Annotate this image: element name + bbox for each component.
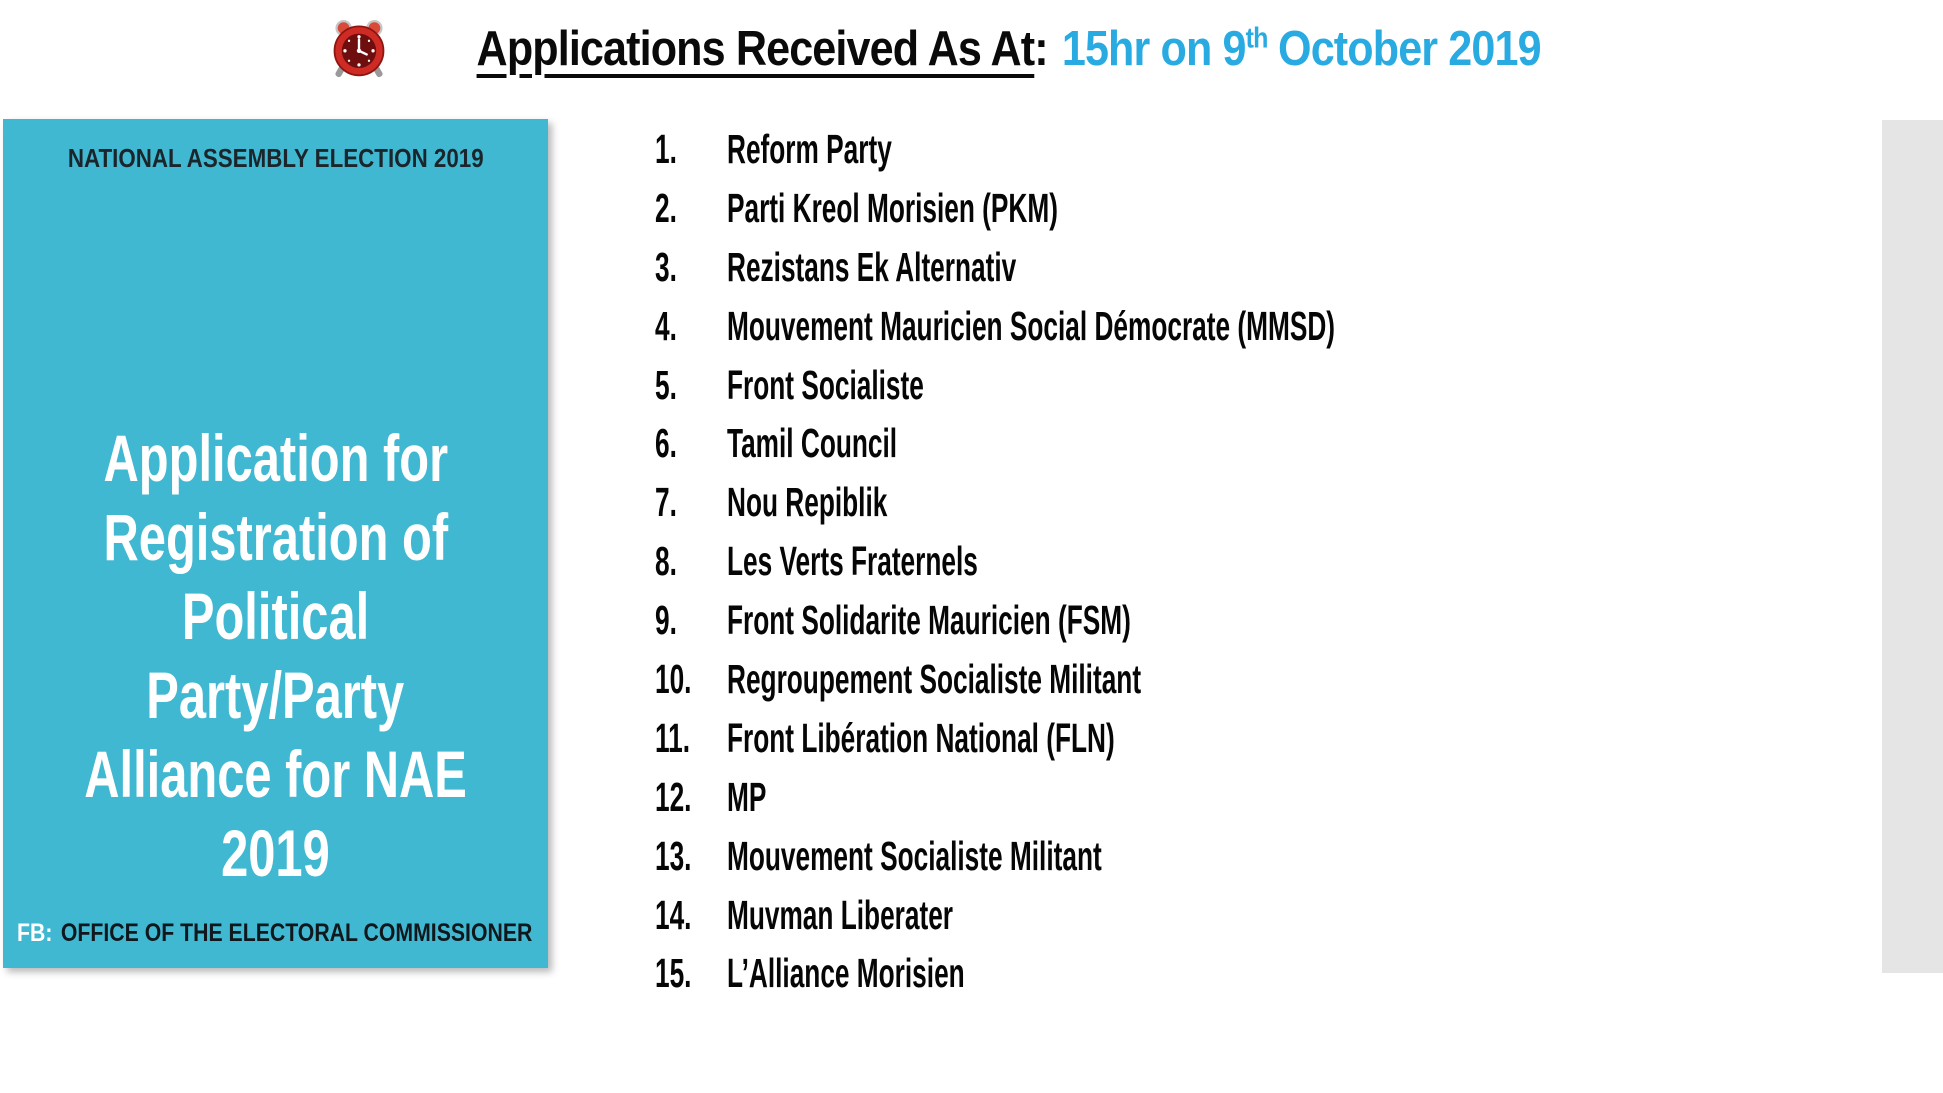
header [0,18,1943,80]
party-item [655,297,1677,356]
party-item [655,591,1677,650]
party-number: 6. [655,420,677,467]
sidebar-panel [3,119,548,968]
party-name: Mouvement Mauricien Social Démocrate (MMSD) [727,302,1336,349]
party-name: Parti Kreol Morisien (PKM) [727,184,1058,231]
party-number: 14. [655,891,692,938]
header-timestamp [1062,22,1541,76]
party-item [655,238,1677,297]
party-number: 1. [655,125,677,172]
party-item [655,827,1677,886]
party-item [655,886,1677,945]
party-item [655,532,1677,591]
party-number: 2. [655,184,677,231]
party-number: 3. [655,243,677,290]
title-line: Alliance for NAE [84,737,467,811]
time-superscript: th [1245,22,1268,55]
party-name: Nou Repiblik [727,479,888,526]
sidebar-heading [3,143,548,174]
party-item [655,768,1677,827]
party-name: MP [727,773,767,820]
header-textblock [476,21,1540,77]
party-item [655,120,1677,179]
party-item [655,944,1677,1003]
party-number: 5. [655,361,677,408]
party-name: Front Solidarite Mauricien (FSM) [727,597,1131,644]
party-name: Regroupement Socialiste Militant [727,655,1142,702]
party-name: L’Alliance Morisien [727,950,965,997]
party-item [655,650,1677,709]
party-name: Front Socialiste [727,361,924,408]
party-name: Tamil Council [727,420,898,467]
sidebar-footer [17,919,532,948]
party-number: 12. [655,773,692,820]
fb-label: FB: [17,919,53,947]
title-line: Party/Party [146,658,405,732]
alarm-clock-icon [330,18,388,80]
party-item [655,179,1677,238]
right-edge-strip [1882,120,1943,973]
title-line: Political [181,579,370,653]
party-number: 11. [655,714,691,761]
party-item [655,709,1677,768]
time-suffix: October 2019 [1277,22,1541,76]
party-number: 7. [655,479,677,526]
party-number: 8. [655,538,677,585]
party-item [655,414,1677,473]
party-name: Front Libération National (FLN) [727,714,1115,761]
party-number: 15. [655,950,692,997]
party-name: Les Verts Fraternels [727,538,978,585]
sidebar-heading-text: NATIONAL ASSEMBLY ELECTION 2019 [67,143,484,173]
party-item [655,473,1677,532]
sidebar-title [3,419,548,893]
title-line: Application for [103,421,448,495]
party-name: Reform Party [727,125,892,172]
footer-text: OFFICE OF THE ELECTORAL COMMISSIONER [60,919,533,947]
party-name: Muvman Liberater [727,891,954,938]
party-name: Mouvement Socialiste Militant [727,832,1102,879]
party-number: 10. [655,655,692,702]
party-number: 13. [655,832,692,879]
header-colon: : [1034,22,1048,76]
title-line: 2019 [221,816,330,890]
party-number: 9. [655,597,677,644]
title-line: Registration of [103,500,448,574]
party-item [655,356,1677,415]
party-number: 4. [655,302,677,349]
party-name: Rezistans Ek Alternativ [727,243,1017,290]
time-prefix: 15hr on 9 [1061,22,1246,76]
header-title: Applications Received As At [476,22,1035,76]
party-list [655,120,1677,1003]
